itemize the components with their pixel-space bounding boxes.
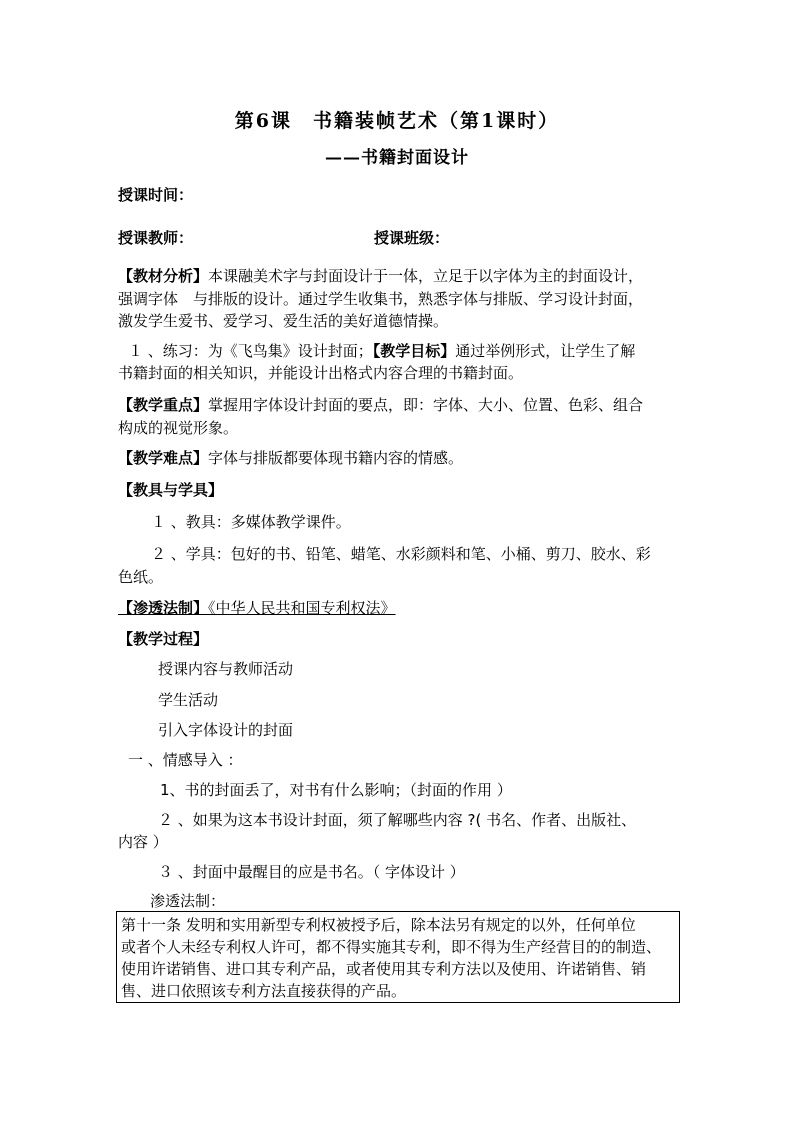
tools-label: 【教具与学具】: [118, 481, 224, 499]
lesson-time-label: 授课时间：: [118, 186, 194, 204]
practice-line-1: [128, 339, 635, 363]
law-article-box: [116, 911, 680, 1003]
analysis-label: 【教材分析】: [118, 267, 209, 285]
class-label: 授课班级：: [374, 229, 450, 247]
law-label: 【渗透法制】: [118, 599, 209, 617]
process-item-b: 学生活动: [158, 691, 219, 709]
law-line: [118, 596, 396, 620]
box-line-2: 或者个人未经专利权人许可，都不得实施其专利，即不得为生产经营目的的制造、: [121, 938, 662, 956]
key-points-text-1: 掌握用字体设计封面的要点，即：字体、大小、位置、色彩、组合: [208, 396, 644, 414]
process-item-c: 引入字体设计的封面: [158, 721, 294, 739]
goal-text-1: 通过举例形式，让学生了解: [455, 342, 636, 360]
key-points-text-2: 构成的视觉形象。: [118, 419, 239, 437]
box-line-3: 使用许诺销售、进口其专利产品，或者使用其专利方法以及使用、许诺销售、销: [121, 960, 647, 978]
teacher-label: 授课教师：: [118, 229, 194, 247]
difficulty-line: [118, 446, 463, 470]
key-points-label: 【教学重点】: [118, 396, 209, 414]
process-label: 【教学过程】: [118, 630, 209, 648]
key-points-line-1: [118, 393, 643, 417]
goal-text-2: 书籍封面的相关知识，并能设计出格式内容合理的书籍封面。: [118, 364, 524, 382]
box-line-1: 第十一条 发明和实用新型专利权被授予后，除本法另有规定的以外，任何单位: [121, 916, 636, 934]
analysis-line-1: [118, 264, 643, 288]
analysis-line-3: 激发学生爱书、爱学习、爱生活的美好道德情操。: [118, 312, 449, 330]
section-1-heading: 一 、情感导入 ：: [128, 751, 243, 769]
law-text: 《中华人民共和国专利权法》: [208, 599, 396, 617]
analysis-line-2: 强调字体 与排版的设计。通过学生收集书，熟悉字体与排版、学习设计封面，: [118, 290, 644, 308]
tools-item-2b: 色纸。: [118, 568, 164, 586]
tools-item-2a: ２ 、学具：包好的书、铅笔、蜡笔、水彩颜料和笔、小桶、剪刀、胶水、彩: [151, 545, 651, 563]
page-subtitle: ——书籍封面设计: [325, 148, 469, 168]
process-item-a: 授课内容与教师活动: [158, 660, 294, 678]
analysis-text-1: 本课融美术字与封面设计于一体，立足于以字体为主的封面设计，: [208, 267, 644, 285]
question-2a: ２ 、如果为这本书设计封面，须了解哪些内容 ?( 书名、作者、出版社、: [158, 811, 637, 829]
practice-prefix: １ 、练习：为《飞鸟集》设计封面；: [128, 342, 373, 360]
law-intro: 渗透法制：: [150, 892, 226, 910]
question-1: 1、书的封面丢了，对书有什么影响；（封面的作用 ）: [160, 781, 512, 799]
difficulty-text: 字体与排版都要体现书籍内容的情感。: [208, 449, 464, 467]
page-title: 第6课 书籍装帧艺术（第1课时）: [234, 110, 560, 132]
box-line-4: 售、进口依照该专利方法直接获得的产品。: [121, 982, 407, 1000]
question-2b: 内容 ）: [118, 833, 168, 851]
question-3: ３ 、封面中最醒目的应是书名。（ 字体设计 ）: [158, 863, 465, 881]
goal-label: 【教学目标】: [372, 342, 456, 360]
difficulty-label: 【教学难点】: [118, 449, 209, 467]
tools-item-1: １ 、教具：多媒体教学课件。: [151, 513, 351, 531]
